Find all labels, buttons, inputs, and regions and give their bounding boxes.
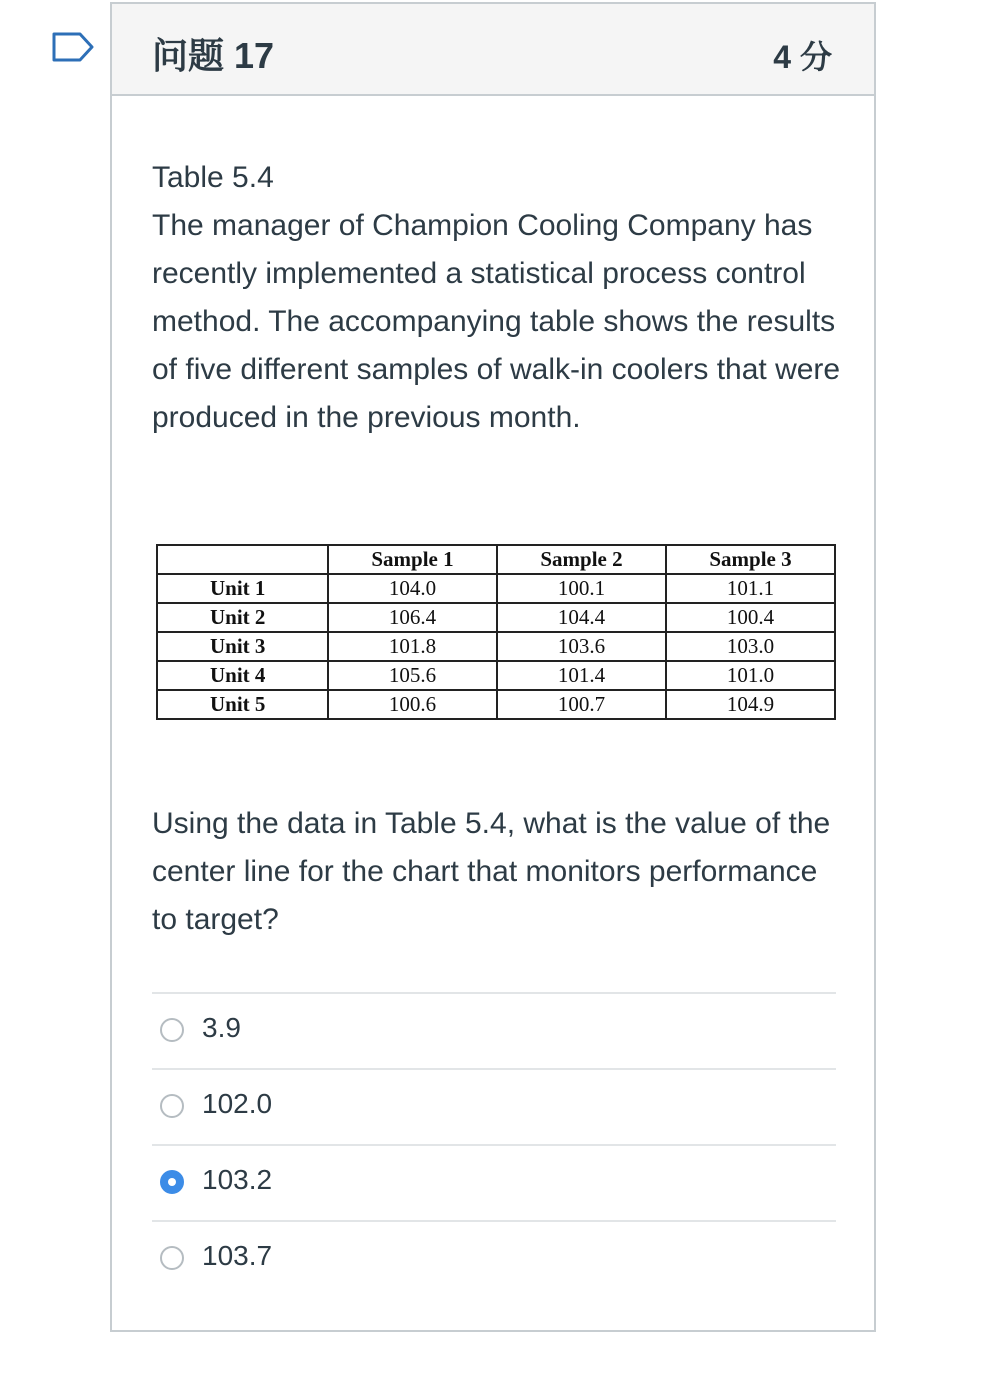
- table-cell: 101.4: [497, 661, 666, 690]
- table-header-cell: Sample 2: [497, 545, 666, 574]
- answer-option[interactable]: [152, 1220, 836, 1296]
- table-cell: 104.4: [497, 603, 666, 632]
- question-prompt-block: [152, 800, 842, 944]
- flag-question-icon[interactable]: [52, 32, 94, 62]
- answer-label[interactable]: 103.2: [202, 1164, 273, 1195]
- radio-button[interactable]: [160, 1246, 184, 1270]
- table-row: [157, 632, 835, 661]
- table-cell: 100.1: [497, 574, 666, 603]
- answer-option[interactable]: [152, 992, 836, 1068]
- question-prompt: Using the data in Table 5.4, what is the value of the center line for the chart that monitors performance to target?: [152, 807, 831, 936]
- answer-label[interactable]: 102.0: [202, 1088, 273, 1119]
- question-card: [110, 2, 876, 1332]
- table-row: [157, 574, 835, 603]
- table-header-cell: [157, 545, 328, 574]
- question-title: 问题 17: [152, 35, 275, 76]
- table-row: [157, 603, 835, 632]
- table-cell: 106.4: [328, 603, 497, 632]
- question-header: [112, 4, 874, 96]
- table-cell: 105.6: [328, 661, 497, 690]
- table-cell: 104.0: [328, 574, 497, 603]
- row-label: Unit 2: [157, 603, 328, 632]
- radio-button[interactable]: [160, 1018, 184, 1042]
- row-label: Unit 5: [157, 690, 328, 719]
- table-cell: 103.0: [666, 632, 835, 661]
- table-cell: 101.8: [328, 632, 497, 661]
- table-cell: 100.6: [328, 690, 497, 719]
- answer-option[interactable]: [152, 1068, 836, 1144]
- table-cell: 103.6: [497, 632, 666, 661]
- answer-list: [152, 992, 836, 1296]
- table-caption: Table 5.4: [152, 161, 274, 194]
- table-row: [157, 690, 835, 719]
- table-header-cell: Sample 3: [666, 545, 835, 574]
- answer-label[interactable]: 103.7: [202, 1240, 273, 1271]
- table-cell: 101.1: [666, 574, 835, 603]
- answer-option[interactable]: [152, 1144, 836, 1220]
- question-points: 4 分: [773, 39, 832, 75]
- row-label: Unit 4: [157, 661, 328, 690]
- table-cell: 104.9: [666, 690, 835, 719]
- radio-button[interactable]: [160, 1094, 184, 1118]
- table-cell: 101.0: [666, 661, 835, 690]
- radio-button[interactable]: [160, 1170, 184, 1194]
- table-header-row: [157, 545, 835, 574]
- table-cell: 100.7: [497, 690, 666, 719]
- question-text: [152, 154, 842, 442]
- table-header-cell: Sample 1: [328, 545, 497, 574]
- answer-label[interactable]: 3.9: [202, 1012, 241, 1043]
- data-table: [156, 544, 836, 720]
- row-label: Unit 3: [157, 632, 328, 661]
- table-cell: 100.4: [666, 603, 835, 632]
- table-row: [157, 661, 835, 690]
- row-label: Unit 1: [157, 574, 328, 603]
- question-intro: The manager of Champion Cooling Company has recently implemented a statistical process control method. The accompanying table shows the results of five different samples of walk-in coolers that were produced in the previous month.: [152, 209, 841, 434]
